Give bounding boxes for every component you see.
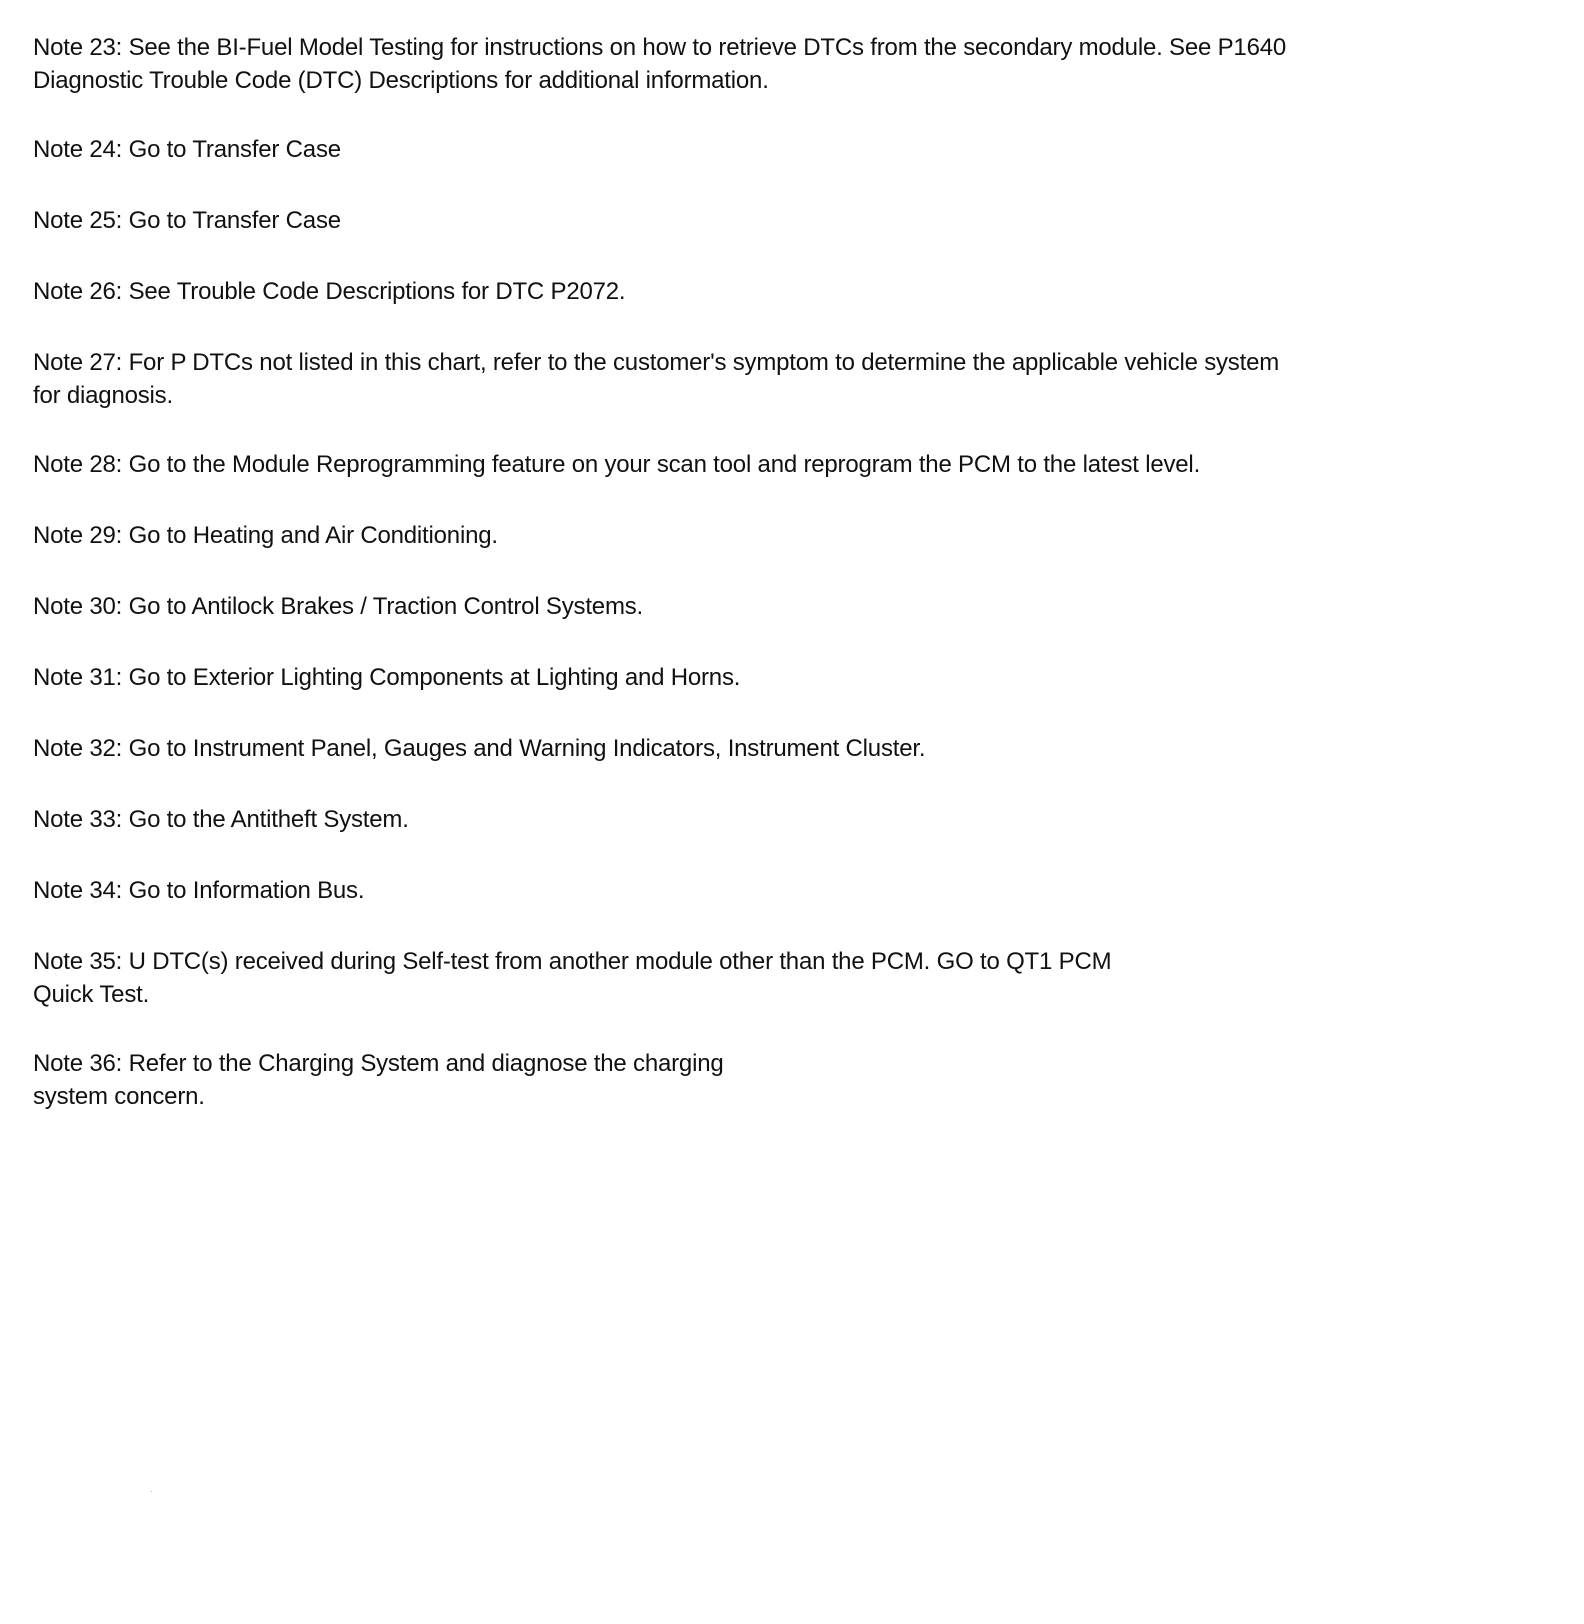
note-23-line-1: Note 23: See the BI-Fuel Model Testing for instructions on how to retrieve DTCs from the secondary module. See P1640 [33, 34, 1287, 61]
note-36-line-1: Note 36: Refer to the Charging System and diagnose the charging [33, 1050, 724, 1077]
note-35 [33, 945, 1533, 1011]
note-32 [33, 732, 1533, 765]
note-24 [33, 133, 1533, 166]
note-29 [33, 519, 1533, 552]
note-25-line-1: Note 25: Go to Transfer Case [33, 207, 341, 234]
note-33 [33, 803, 1533, 836]
note-30-line-1: Note 30: Go to Antilock Brakes / Traction Control Systems. [33, 593, 643, 620]
note-36 [33, 1047, 1533, 1113]
notes-list [33, 31, 1533, 1151]
note-28 [33, 448, 1533, 481]
note-26 [33, 275, 1533, 308]
note-27 [33, 346, 1533, 412]
note-34-line-1: Note 34: Go to Information Bus. [33, 877, 365, 904]
note-33-line-1: Note 33: Go to the Antitheft System. [33, 806, 409, 833]
note-27-line-2: for diagnosis. [33, 382, 173, 409]
note-29-line-1: Note 29: Go to Heating and Air Conditioning. [33, 522, 498, 549]
note-24-line-1: Note 24: Go to Transfer Case [33, 136, 341, 163]
note-35-line-2: Quick Test. [33, 981, 150, 1008]
note-26-line-1: Note 26: See Trouble Code Descriptions for DTC P2072. [33, 278, 626, 305]
note-32-line-1: Note 32: Go to Instrument Panel, Gauges and Warning Indicators, Instrument Cluster. [33, 735, 926, 762]
note-30 [33, 590, 1533, 623]
note-36-line-2: system concern. [33, 1083, 205, 1110]
note-34 [33, 874, 1533, 907]
note-31 [33, 661, 1533, 694]
note-31-line-1: Note 31: Go to Exterior Lighting Components at Lighting and Horns. [33, 664, 741, 691]
note-23 [33, 31, 1533, 97]
note-25 [33, 204, 1533, 237]
scan-speck [151, 1491, 152, 1492]
note-35-line-1: Note 35: U DTC(s) received during Self-test from another module other than the PCM. GO to QT1 PCM [33, 948, 1112, 975]
note-27-line-1: Note 27: For P DTCs not listed in this chart, refer to the customer's symptom to determine the applicable vehicle system [33, 349, 1280, 376]
note-23-line-2: Diagnostic Trouble Code (DTC) Descriptions for additional information. [33, 67, 769, 94]
note-28-line-1: Note 28: Go to the Module Reprogramming feature on your scan tool and reprogram the PCM to the latest level. [33, 451, 1201, 478]
